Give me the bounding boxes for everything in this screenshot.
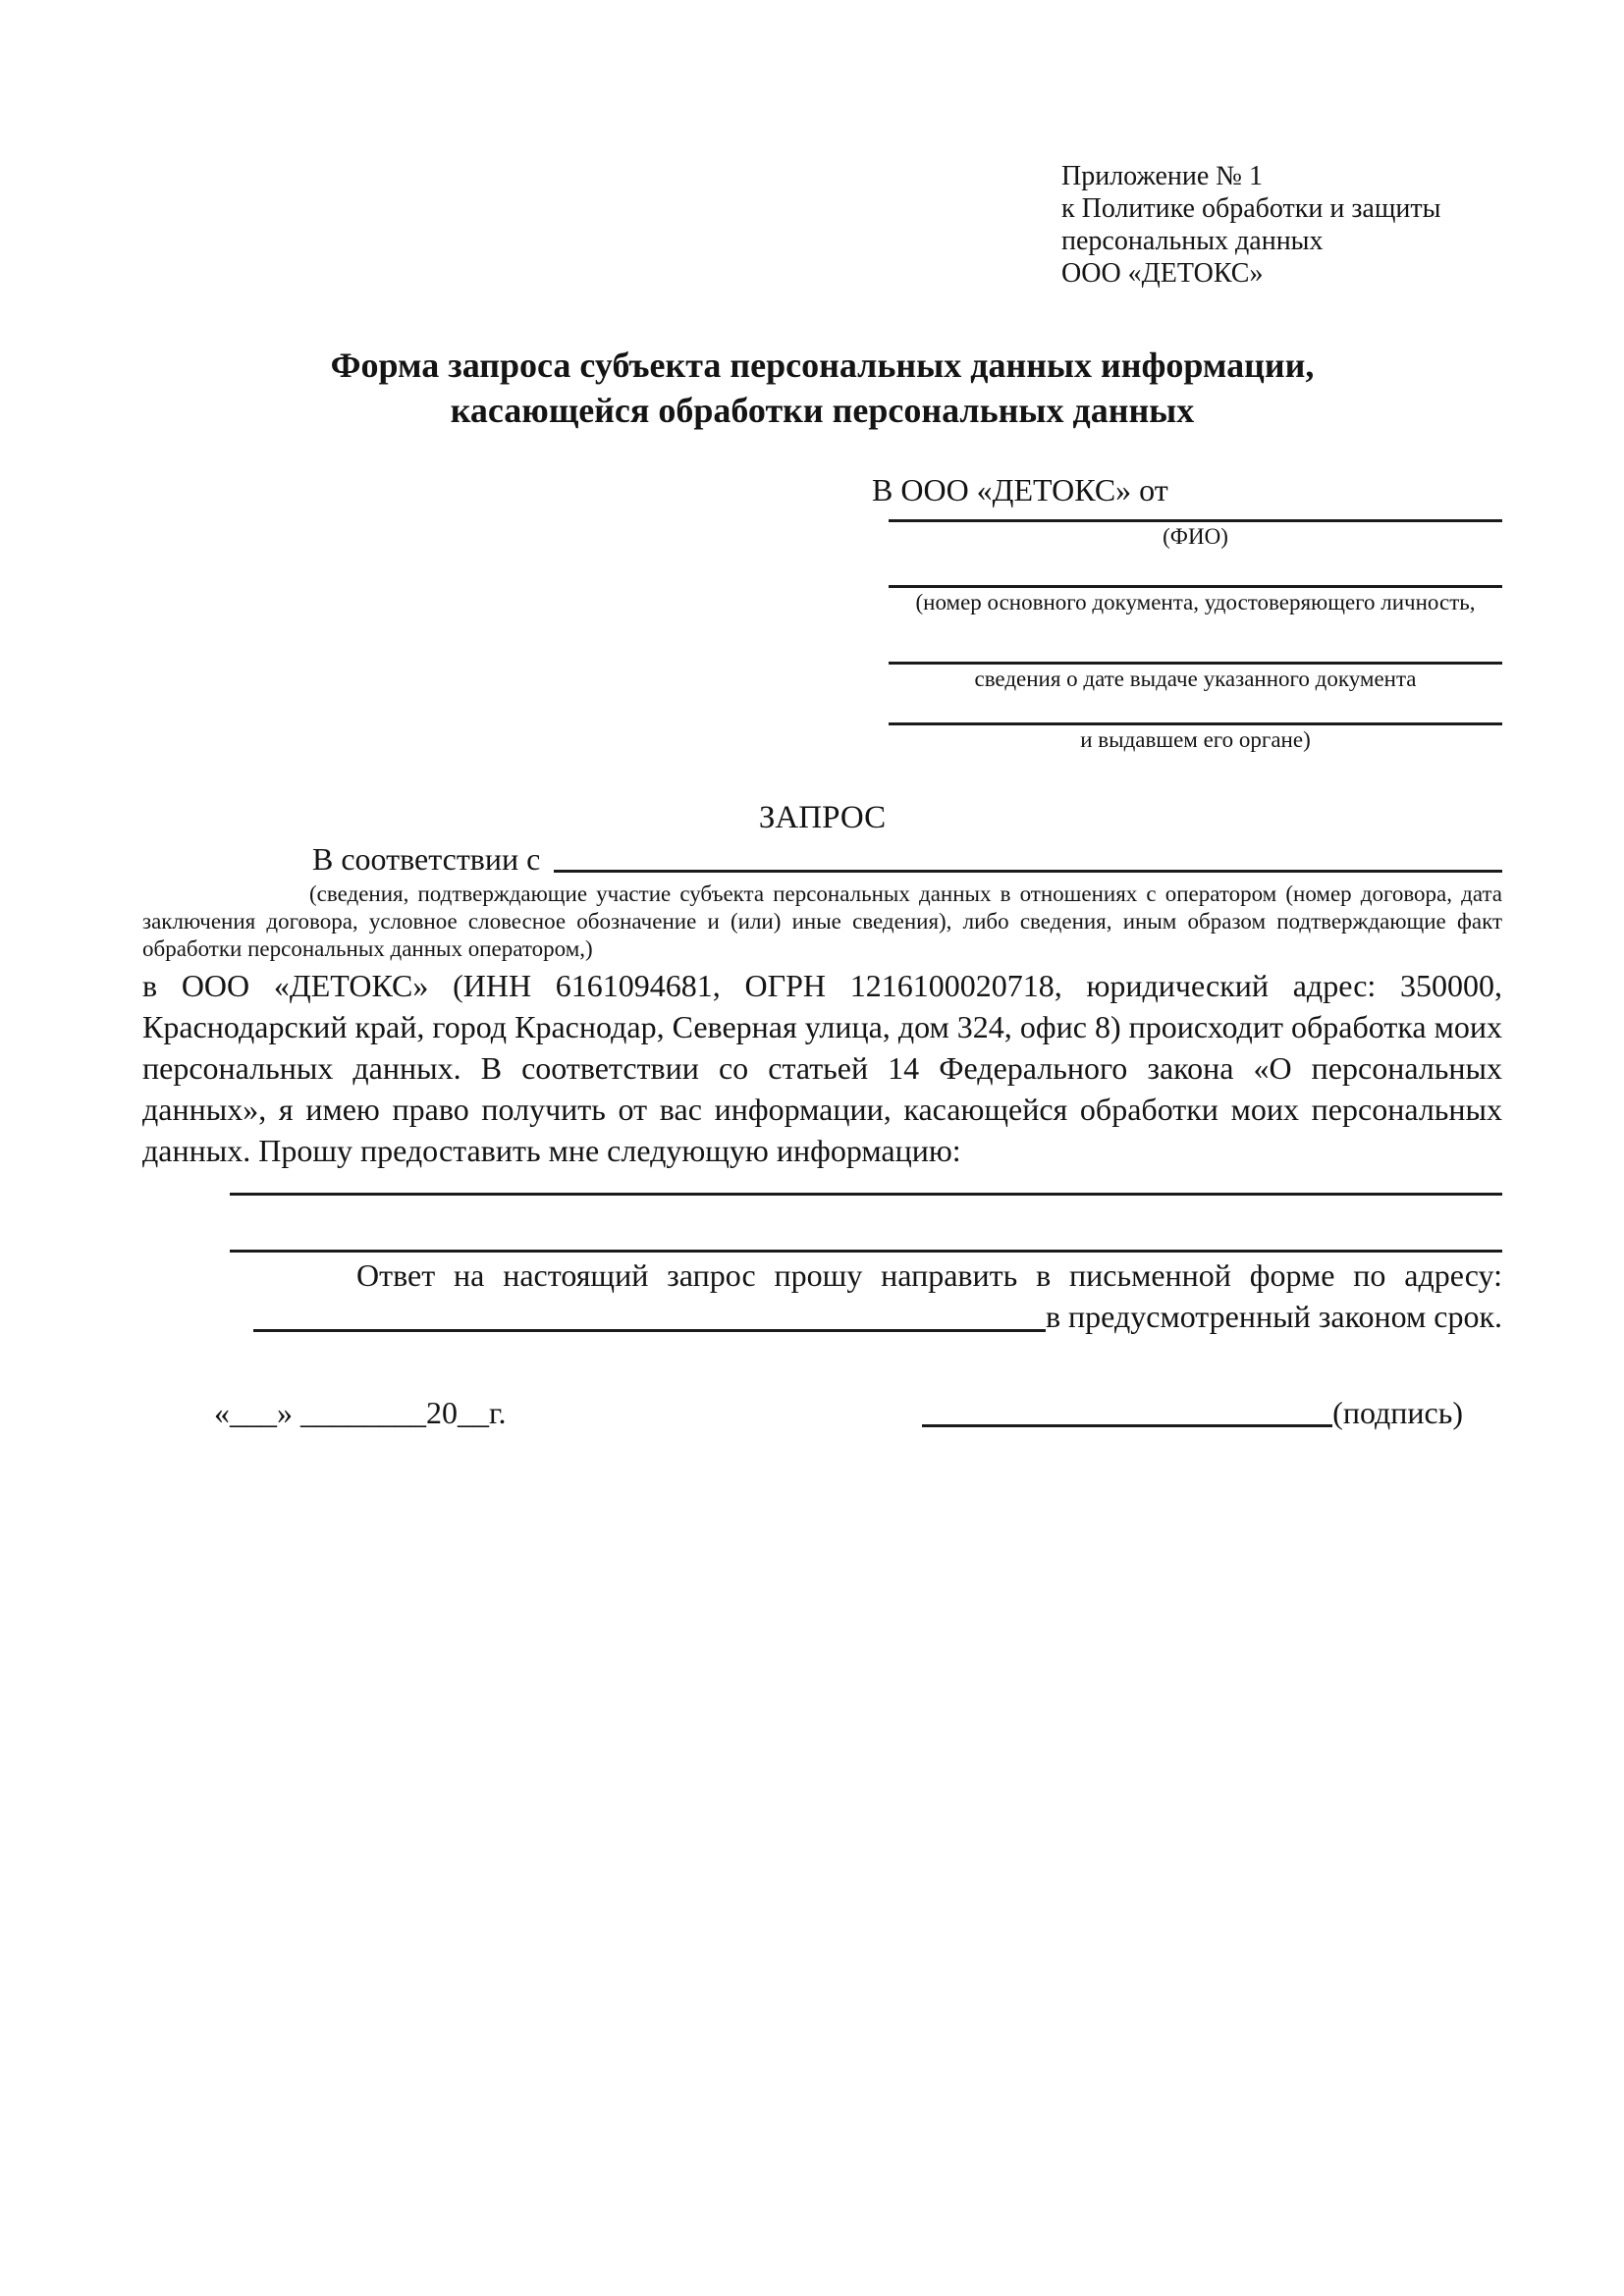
address-blank-line bbox=[253, 1329, 1046, 1332]
issuing-authority-caption: и выдавшем его органе) bbox=[1080, 727, 1311, 752]
fio-field bbox=[889, 509, 1502, 552]
signature-caption: (подпись) bbox=[1332, 1395, 1463, 1430]
issuing-authority-field bbox=[889, 694, 1502, 755]
header-note-line-4: ООО «ДЕТОКС» bbox=[1061, 258, 1264, 289]
reply-address-row bbox=[253, 1296, 1502, 1337]
doc-number-blank-line bbox=[889, 552, 1502, 588]
reply-tail: в предусмотренный законом срок. bbox=[1045, 1299, 1502, 1334]
doc-number-caption: (номер основного документа, удостоверяющего личность, bbox=[915, 590, 1476, 614]
fio-caption: (ФИО) bbox=[1163, 524, 1228, 549]
date-blank: «___» ________20__г. bbox=[214, 1395, 507, 1430]
header-note-line-1: Приложение № 1 bbox=[1061, 161, 1263, 191]
addressee-block bbox=[872, 470, 1502, 755]
signature-row bbox=[142, 1392, 1502, 1433]
page-title-line-2: касающейся обработки персональных данных bbox=[450, 391, 1195, 430]
request-heading: ЗАПРОС bbox=[758, 800, 887, 835]
answer-blank-line-2 bbox=[230, 1196, 1502, 1253]
answer-blank-line-1 bbox=[230, 1171, 1502, 1196]
fio-blank-line bbox=[889, 509, 1502, 522]
accordance-blank-line bbox=[554, 870, 1502, 873]
header-note-line-2: к Политике обработки и защиты bbox=[1061, 193, 1441, 224]
signature-blank-line bbox=[922, 1424, 1332, 1427]
page-title-line-1: Форма запроса субъекта персональных данных информации, bbox=[330, 346, 1315, 385]
accordance-row bbox=[142, 839, 1502, 879]
header-note bbox=[1061, 160, 1502, 290]
addressee-to-line: В ООО «ДЕТОКС» от bbox=[872, 472, 1168, 507]
request-body: в ООО «ДЕТОКС» (ИНН 6161094681, ОГРН 1216100020718, юридический адрес: 350000, Краснодарский край, город Краснодар, Северная улица, дом 324, офис 8) происходит обработка моих персональных данных. В соответствии со статьей 14 Федерального закона «О персональных данных», я имею право получить от вас информации, касающейся обработки моих персональных данных. Прошу предоставить мне следующую информацию: bbox=[142, 968, 1502, 1168]
page-title bbox=[142, 343, 1502, 433]
issuing-authority-blank-line bbox=[889, 694, 1502, 725]
issue-date-caption: сведения о дате выдаче указанного документа bbox=[974, 667, 1417, 691]
reply-instruction: Ответ на настоящий запрос прошу направить в письменной форме по адресу: bbox=[356, 1257, 1502, 1293]
doc-number-field bbox=[889, 552, 1502, 617]
issue-date-field bbox=[889, 617, 1502, 694]
issue-date-blank-line bbox=[889, 617, 1502, 665]
accordance-label: В соответствии с bbox=[312, 841, 541, 877]
header-note-line-3: персональных данных bbox=[1061, 226, 1324, 256]
signature-group bbox=[922, 1392, 1463, 1433]
participation-note: (сведения, подтверждающие участие субъекта персональных данных в отношениях с оператором (номер договора, дата заключения договора, условное словесное обозначение и (или) иные сведения), либо сведения, иным образом подтверждающие факт обработки персональных данных оператором,) bbox=[142, 881, 1502, 961]
